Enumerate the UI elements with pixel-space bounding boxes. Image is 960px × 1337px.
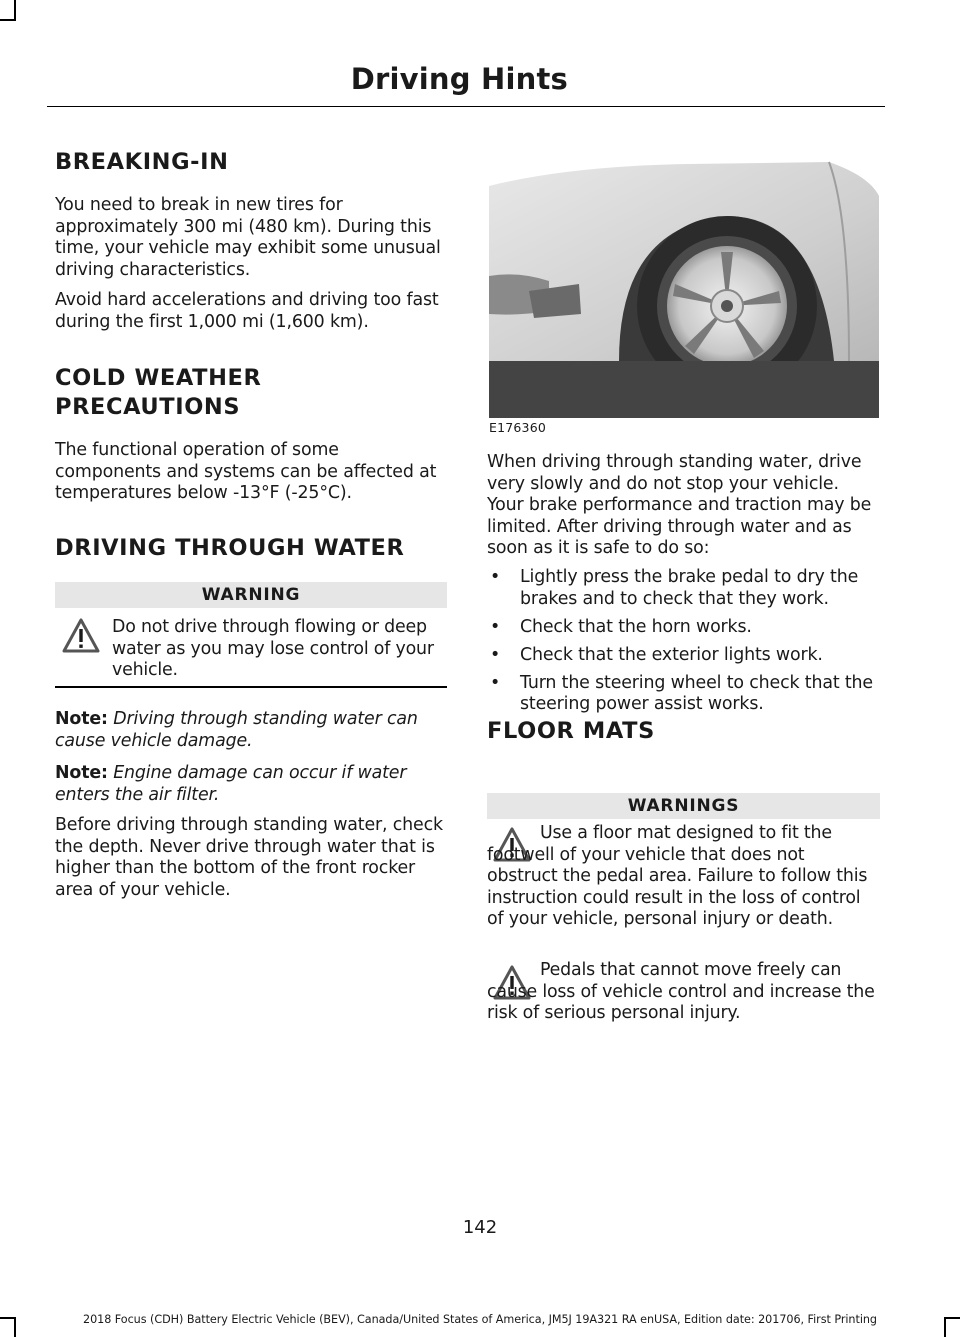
edition-footer: 2018 Focus (CDH) Battery Electric Vehicle (BEV), Canada/United States of America, JM5J 19A321 RA enUSA, Edition date: 201706, First Printing xyxy=(83,1313,877,1326)
driving-water-paragraph: Before driving through standing water, check the depth. Never drive through water that is higher than the bottom of the front rocker area of your vehicle. xyxy=(55,815,443,900)
floor-mat-warning-1: Use a floor mat designed to fit the footwell of your vehicle that does not obstruct the pedal area. Failure to follow this instruction could result in the loss of control of your vehicle, personal injury or death. xyxy=(487,823,868,929)
warning-text: Do not drive through flowing or deep water as you may lose control of your vehicle. xyxy=(112,617,434,680)
bullet-mark: • xyxy=(490,644,501,665)
bullet-mark: • xyxy=(490,567,501,587)
breaking-in-heading: BREAKING-IN xyxy=(55,149,229,175)
cold-weather-paragraph: The functional operation of some components and systems can be affected at temperatures below -13°F (-25°C). xyxy=(55,440,437,503)
bullet-text: Lightly press the brake pedal to dry the brakes and to check that they work. xyxy=(520,567,859,609)
warnings-label: WARNINGS xyxy=(487,793,880,819)
bullet-mark: • xyxy=(490,616,501,637)
bullet-text: Turn the steering wheel to check that the steering power assist works. xyxy=(520,672,873,714)
list-item xyxy=(487,567,880,610)
crop-mark xyxy=(14,0,16,20)
note-1 xyxy=(55,709,447,752)
bullet-text: Check that the exterior lights work. xyxy=(520,644,823,665)
bullet-mark: • xyxy=(490,672,501,693)
cold-weather-heading-line-2: PRECAUTIONS xyxy=(55,394,241,420)
warning-label: WARNING xyxy=(55,582,447,608)
driving-water-heading: DRIVING THROUGH WATER xyxy=(55,535,405,561)
after-water-checklist xyxy=(487,567,880,722)
warning-triangle-icon xyxy=(61,617,101,655)
warning-bottom-rule xyxy=(55,686,447,688)
breaking-in-paragraph-1: You need to break in new tires for approximately 300 mi (480 km). During this time, your vehicle may exhibit some unusual driving characteristics. xyxy=(55,195,441,280)
bullet-text: Check that the horn works. xyxy=(520,616,752,637)
header-divider xyxy=(47,106,885,107)
note-2 xyxy=(55,763,447,806)
list-item xyxy=(487,673,880,716)
cold-weather-heading-line-1: COLD WEATHER xyxy=(55,365,262,391)
breaking-in-paragraph-2: Avoid hard accelerations and driving too fast during the first 1,000 mi (1,600 km). xyxy=(55,290,439,332)
page-title: Driving Hints xyxy=(350,62,568,96)
floor-mat-warning-2: Pedals that cannot move freely can cause loss of vehicle control and increase the risk of serious personal injury. xyxy=(487,960,875,1023)
list-item xyxy=(487,645,880,667)
vehicle-wheel-illustration xyxy=(489,156,879,418)
figure-code: E176360 xyxy=(489,420,547,435)
note-1-text: Driving through standing water can cause vehicle damage. xyxy=(55,709,418,751)
list-item xyxy=(487,617,880,639)
water-after-paragraph: When driving through standing water, drive very slowly and do not stop your vehicle. Your brake performance and traction may be limited. After driving through water and as soon as it is safe to do so: xyxy=(487,452,872,558)
crop-mark xyxy=(0,19,16,21)
page-number: 142 xyxy=(462,1217,498,1238)
note-2-text: Engine damage can occur if water enters the air filter. xyxy=(55,763,407,805)
note-2-label: Note: xyxy=(55,763,108,783)
floor-mats-heading: FLOOR MATS xyxy=(487,718,655,744)
note-1-label: Note: xyxy=(55,709,108,729)
